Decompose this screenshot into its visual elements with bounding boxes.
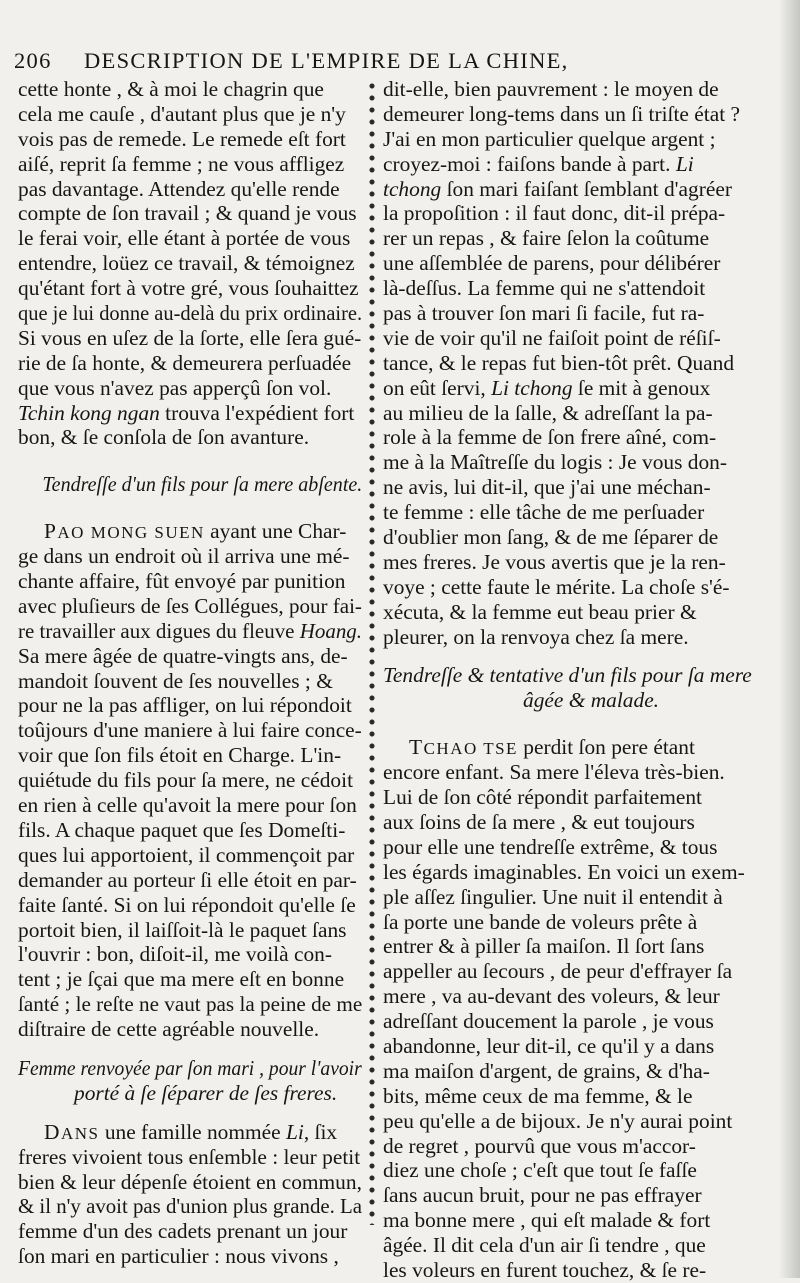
text-line: au milieu de la ſalle, & adreſſant la pa- [383, 400, 713, 425]
page-edge-shadow [778, 0, 800, 1278]
text-line: ſanté ; le reſte ne vaut pas la peine de me [18, 992, 363, 1017]
text-line: bien & leur dépenſe étoient en commun, [18, 1169, 362, 1194]
text-line: aux ſoins de ſa mere , & eut toujours [383, 809, 695, 834]
small-caps-name: CHAO TSE [423, 739, 518, 759]
text-line: d'oublier mon ſang, & de me ſéparer de [383, 525, 719, 550]
text-line: ge dans un endroit où il arriva une mé- [18, 544, 350, 569]
text-line: rie de ſa honte, & demeurera perſuadée [18, 350, 352, 375]
text-line: ques lui apportoient, il commençoit par [18, 842, 355, 867]
text-line: encore enfant. Sa mere l'éleva très-bien. [383, 760, 725, 785]
drop-capital: D [44, 1119, 61, 1144]
text-line: voye ; cette faute le mérite. La choſe s'é- [383, 574, 730, 599]
text-line: ſa porte une bande de voleurs prête à [383, 909, 698, 934]
text-line: dit-elle, bien pauvrement : le moyen de [383, 77, 719, 101]
family-name: Li [285, 1119, 304, 1144]
text-line: ne avis, lui dit-il, que j'ai une méchan- [383, 475, 711, 500]
text-line: vois pas de remede. Le remede eſt fort [18, 126, 346, 151]
text-line: ſans aucun bruit, pour ne pas effrayer [383, 1183, 702, 1208]
text-line: mes freres. Je vous avertis que je la ren- [383, 549, 726, 574]
text-line: les voleurs en furent touchez, & ſe re- [383, 1257, 707, 1282]
text-line: voir que ſon fils étoit en Charge. L'in- [18, 743, 342, 768]
text-line: les égards imaginables. En voici un exem- [383, 859, 745, 884]
small-caps-name: ANS [60, 1123, 100, 1143]
small-caps-name: AO MONG SUEN [57, 523, 205, 543]
text-line: pleurer, on la renvoya chez ſa mere. [383, 624, 689, 649]
text-line: ſon mari en particulier : nous vivons , [18, 1244, 339, 1269]
section-first-line: PAO MONG SUEN ayant une Char- [44, 519, 347, 544]
text-line: peu qu'elle a de bijoux. Je n'y aurai point [383, 1108, 733, 1133]
text-line: cela me cauſe , d'autant plus que je n'y [18, 101, 346, 126]
text-line: que je lui donne au-delà du prix ordinaire. [18, 301, 363, 326]
drop-capital: P [44, 519, 58, 544]
text-line: le ferai voir, elle étant à portée de vous [18, 226, 351, 251]
text-line: tchong ſon mari faiſant ſemblant d'agréer [383, 176, 732, 201]
text-line: faite ſanté. Si on lui répondoit qu'elle ſe [18, 892, 356, 917]
text-line: ple aſſez ſingulier. Une nuit il entendit à [383, 884, 723, 909]
text-line: & il n'y avoit pas d'union plus grande. La [18, 1194, 363, 1219]
section-title: âgée & malade. [523, 688, 660, 713]
text-line: aiſé, reprit ſa femme ; ne vous affligez [18, 151, 345, 176]
section-title: Tendreſſe & tentative d'un fils pour ſa mere [383, 663, 752, 688]
text-line: mandoit ſouvent de ſes nouvelles ; & [18, 668, 333, 693]
person-name: Li tchong [491, 375, 573, 400]
text-line: appeller au ſecours , de peur d'effrayer ſa [383, 959, 733, 984]
column-divider-ornament [366, 80, 378, 1225]
text-line: pas davantage. Attendez qu'elle rende [18, 176, 340, 201]
text-line: ma maiſon d'argent, de grains, & d'ha- [383, 1058, 710, 1083]
text-line: demander au porteur ſi elle étoit en par- [18, 867, 357, 892]
section-title: porté à ſe ſéparer de ſes freres. [74, 1080, 338, 1105]
right-column [383, 77, 783, 1283]
text-line: la propoſition : il faut donc, dit-il prépa- [383, 201, 726, 226]
text-line: ma bonne mere , qui eſt malade & fort [383, 1208, 711, 1233]
person-name: tchong [383, 176, 442, 201]
person-name: Tchin kong ngan [18, 400, 160, 425]
text-line: freres vivoient tous enſemble : leur petit [18, 1144, 361, 1169]
section-first-line: DANS une famille nommée Li, ſix [44, 1119, 338, 1144]
text-line: portoit bien, il laiſſoit-là le paquet ſans [18, 917, 347, 942]
text-line: vie de voir qu'il ne faiſoit point de réſiſ- [383, 325, 721, 350]
text-line: cette honte , & à moi le chagrin que [18, 77, 324, 101]
text-line: entendre, loüez ce travail, & témoignez [18, 251, 355, 276]
text-line: adreſſant doucement la parole , je vous [383, 1009, 714, 1034]
text-line: rer un repas , & faire ſelon la coûtume [383, 226, 710, 251]
text-line: fils. A chaque paquet que ſes Domeſti- [18, 817, 346, 842]
text-line: pour elle une tendreſſe extrême, & tous [383, 834, 718, 859]
person-name: Li [675, 151, 694, 176]
text-line: pour ne la pas affliger, on lui répondoit [18, 693, 352, 718]
text-line: mere , va au-devant des voleurs, & leur [383, 984, 720, 1009]
text-line: on eût ſervi, Li tchong ſe mit à genoux [383, 375, 711, 400]
text-line: de regret , pourvû que vous m'accor- [383, 1133, 696, 1158]
section-title: Femme renvoyée par ſon mari , pour l'avoir [18, 1055, 362, 1080]
text-line: te femme : elle tâche de me perſuader [383, 500, 705, 525]
running-title: DESCRIPTION DE L'EMPIRE DE LA CHINE, [84, 48, 569, 73]
text-line: en rien à celle qu'avoit la mere pour ſon [18, 793, 357, 818]
text-line: pas à trouver ſon mari ſi facile, fut ra- [383, 301, 705, 326]
text-line: âgée. Il dit cela d'un air ſi tendre , que [383, 1233, 706, 1258]
text-line: une aſſemblée de parens, pour délibérer [383, 251, 721, 276]
text-line: Sa mere âgée de quatre-vingts ans, de- [18, 643, 348, 668]
left-column [18, 77, 362, 1269]
text-line: femme d'un des cadets prenant un jour [18, 1219, 348, 1244]
text-line: diſtraire de cette agréable nouvelle. [18, 1017, 320, 1042]
text-line: tance, & le repas fut bien-tôt prêt. Quand [383, 350, 735, 375]
text-line: que vous n'avez pas apperçû ſon vol. [18, 375, 332, 400]
text-line: J'ai en mon particulier quelque argent ; [383, 126, 716, 151]
text-line: re travailler aux digues du fleuve Hoang. [18, 618, 363, 643]
text-line: quiétude du fils pour ſa mere, ne cédoit [18, 768, 354, 793]
text-line: entrer & à piller ſa maiſon. Il ſort ſans [383, 934, 705, 959]
text-line: Lui de ſon côté répondit parfaitement [383, 785, 702, 810]
text-line: toûjours d'une maniere à lui faire conce- [18, 718, 362, 743]
page-number: 206 [14, 48, 52, 73]
page-header [14, 46, 794, 76]
text-line: abandonne, leur dit-il, ce qu'il y a dans [383, 1033, 715, 1058]
text-line: qu'étant fort à votre gré, vous ſouhaittez [18, 276, 359, 301]
section-title: Tendreſſe d'un fils pour ſa mere abſente. [42, 472, 363, 497]
section-first-line: TCHAO TSE perdit ſon pere étant [409, 735, 695, 760]
text-line: avec pluſieurs de ſes Collégues, pour fai- [18, 593, 362, 618]
text-line: bon, & ſe conſola de ſon avanture. [18, 425, 310, 450]
text-line: croyez-moi : faiſons bande à part. Li [383, 151, 694, 176]
text-line: là-deſſus. La femme qui ne s'attendoit [383, 276, 706, 301]
drop-capital: T [409, 735, 424, 760]
text-line: demeurer long-tems dans un ſi triſte état ? [383, 101, 740, 126]
text-line: compte de ſon travail ; & quand je vous [18, 201, 357, 226]
text-line: Si vous en uſez de la ſorte, elle ſera gué- [18, 325, 362, 350]
text-line: l'ouvrir : bon, diſoit-il, me voilà con- [18, 942, 332, 967]
text-line: me à la Maîtreſſe du logis : Je vous don- [383, 450, 727, 475]
text-line: role à la femme de ſon frere aîné, com- [383, 425, 717, 450]
text-line: bits, même ceux de ma femme, & le [383, 1083, 693, 1108]
text-line: tent ; je ſçai que ma mere eſt en bonne [18, 967, 345, 992]
text-line: xécuta, & la femme eut beau prier & [383, 599, 697, 624]
river-name: Hoang. [299, 618, 363, 643]
text-line: chante affaire, fût envoyé par punition [18, 569, 346, 594]
text-line: diez une choſe ; c'eſt que tout ſe faſſe [383, 1158, 697, 1183]
text-line: Tchin kong ngan trouva l'expédient fort [18, 400, 355, 425]
